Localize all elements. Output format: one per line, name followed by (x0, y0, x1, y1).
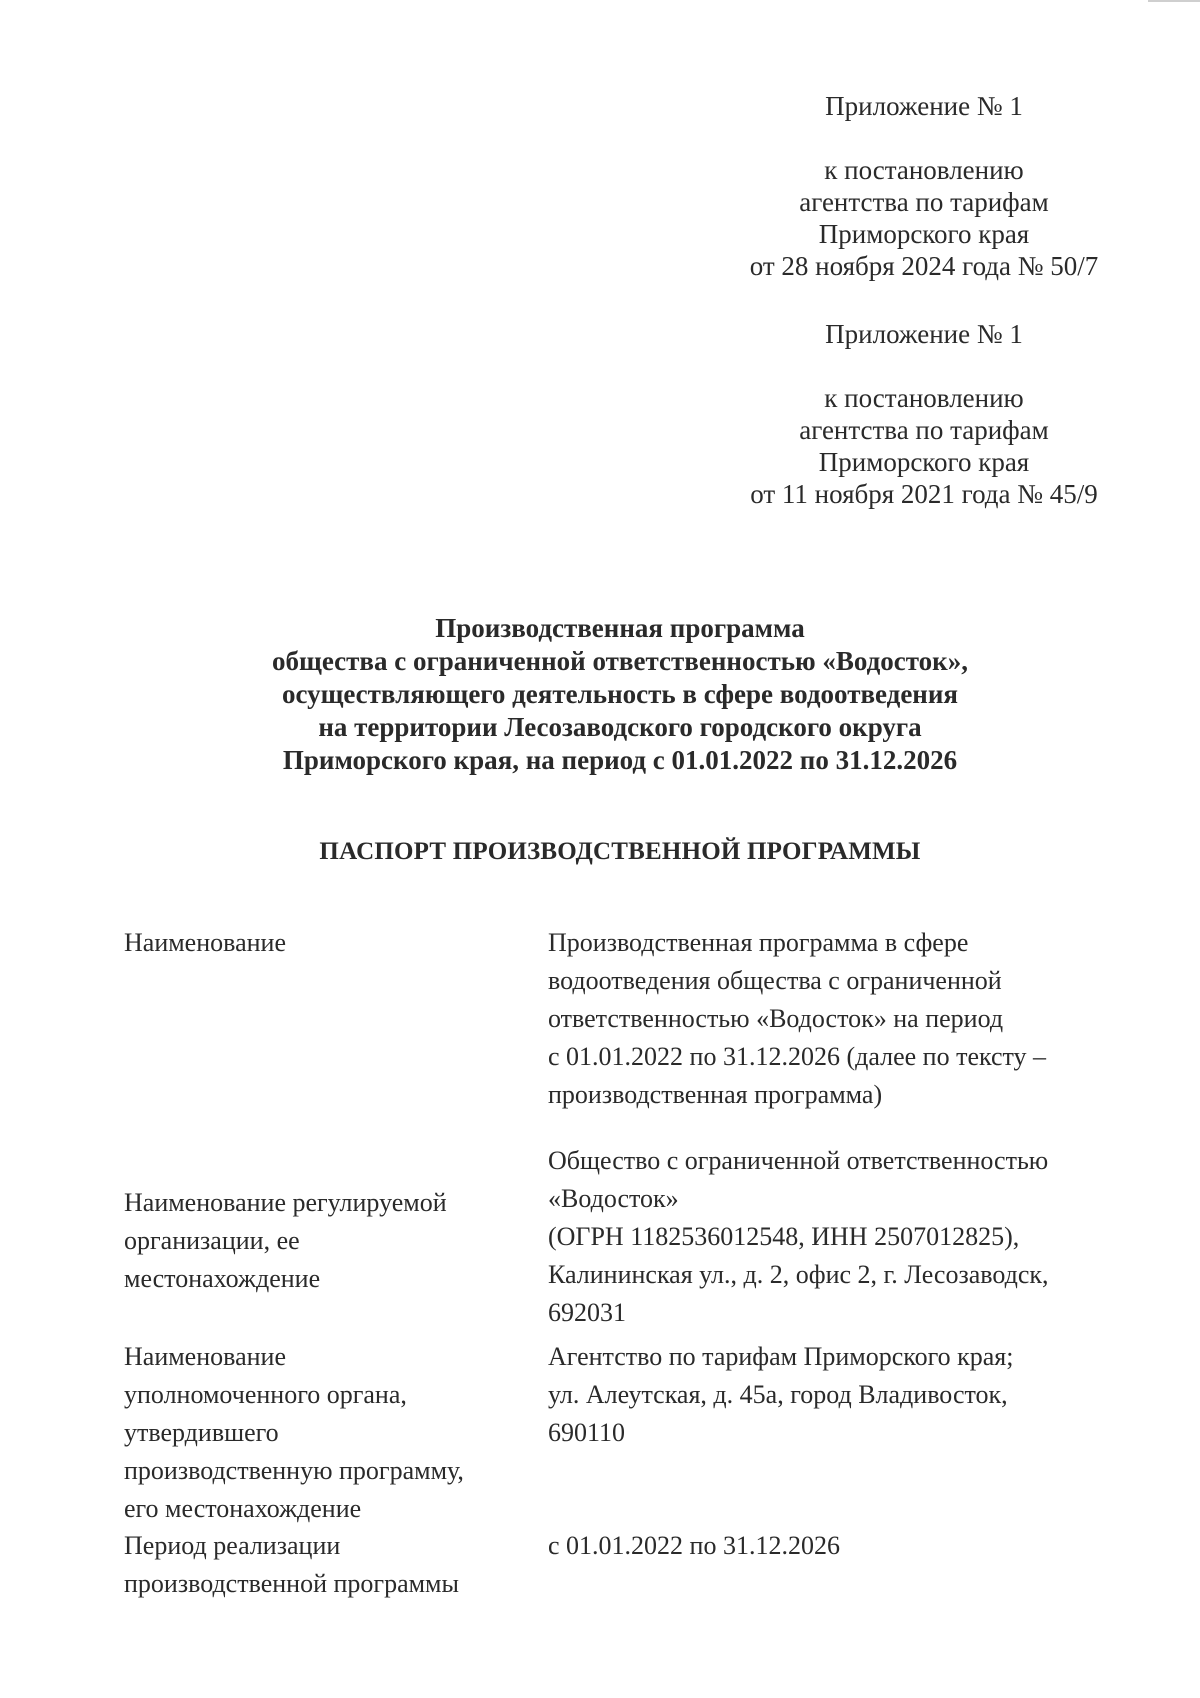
appendix-title: Приложение № 1 (825, 319, 1023, 349)
value-line: с 01.01.2022 по 31.12.2026 (далее по тексту – (548, 1042, 1047, 1071)
program-title-line: Приморского края, на период с 01.01.2022 по 31.12.2026 (282, 745, 958, 775)
value-line: Производственная программа в сфере (548, 928, 969, 957)
value-line: 692031 (548, 1298, 626, 1327)
label-line: организации, ее (124, 1226, 300, 1255)
label-line: его местонахождение (124, 1494, 362, 1523)
label-line: Наименование (124, 928, 286, 957)
appendix-line: Приморского края (818, 219, 1030, 249)
appendix-line: от 28 ноября 2024 года № 50/7 (749, 251, 1099, 281)
appendix-line: к постановлению (824, 155, 1024, 185)
passport-row-value (548, 1338, 1108, 1452)
value-line: с 01.01.2022 по 31.12.2026 (548, 1531, 840, 1560)
appendix-line: агентства по тарифам (799, 415, 1049, 445)
value-line: производственная программа) (548, 1080, 883, 1109)
value-line: 690110 (548, 1418, 626, 1447)
program-title (0, 612, 1200, 777)
appendix-title: Приложение № 1 (825, 91, 1023, 121)
program-title-line: Производственная программа (435, 613, 805, 643)
label-line: Наименование регулируемой (124, 1188, 447, 1217)
value-line: Агентство по тарифам Приморского края; (548, 1342, 1014, 1371)
passport-row-label (124, 1184, 514, 1298)
value-line: (ОГРН 1182536012548, ИНН 2507012825), (548, 1222, 1020, 1251)
program-title-line: общества с ограниченной ответственностью «Водосток», (272, 646, 968, 676)
label-line: Период реализации (124, 1531, 341, 1560)
appendix-line: Приморского края (818, 447, 1030, 477)
passport-row-value (548, 1527, 1108, 1565)
appendix-header-current (724, 90, 1124, 282)
label-line: утвердившего (124, 1418, 279, 1447)
appendix-line: к постановлению (824, 383, 1024, 413)
value-line: Калининская ул., д. 2, офис 2, г. Лесозаводск, (548, 1260, 1049, 1289)
passport-heading: ПАСПОРТ ПРОИЗВОДСТВЕННОЙ ПРОГРАММЫ (319, 838, 921, 865)
appendix-header-previous (724, 318, 1124, 510)
passport-row-value (548, 924, 1108, 1114)
label-line: Наименование (124, 1342, 286, 1371)
passport-row-label (124, 1338, 514, 1528)
passport-row-label (124, 1527, 514, 1603)
label-line: производственную программу, (124, 1456, 464, 1485)
passport-row-value (548, 1142, 1108, 1332)
value-line: «Водосток» (548, 1184, 679, 1213)
scan-edge-mark (1148, 0, 1200, 2)
passport-row-label (124, 924, 514, 962)
value-line: Общество с ограниченной ответственностью (548, 1146, 1049, 1175)
label-line: уполномоченного органа, (124, 1380, 407, 1409)
program-title-line: осуществляющего деятельность в сфере водоотведения (281, 679, 959, 709)
appendix-line: от 11 ноября 2021 года № 45/9 (750, 479, 1098, 509)
label-line: местонахождение (124, 1264, 321, 1293)
program-title-line: на территории Лесозаводского городского округа (318, 712, 922, 742)
appendix-line: агентства по тарифам (799, 187, 1049, 217)
value-line: ул. Алеутская, д. 45а, город Владивосток, (548, 1380, 1008, 1409)
value-line: водоотведения общества с ограниченной (548, 966, 1002, 995)
value-line: ответственностью «Водосток» на период (548, 1004, 1004, 1033)
label-line: производственной программы (124, 1569, 459, 1598)
